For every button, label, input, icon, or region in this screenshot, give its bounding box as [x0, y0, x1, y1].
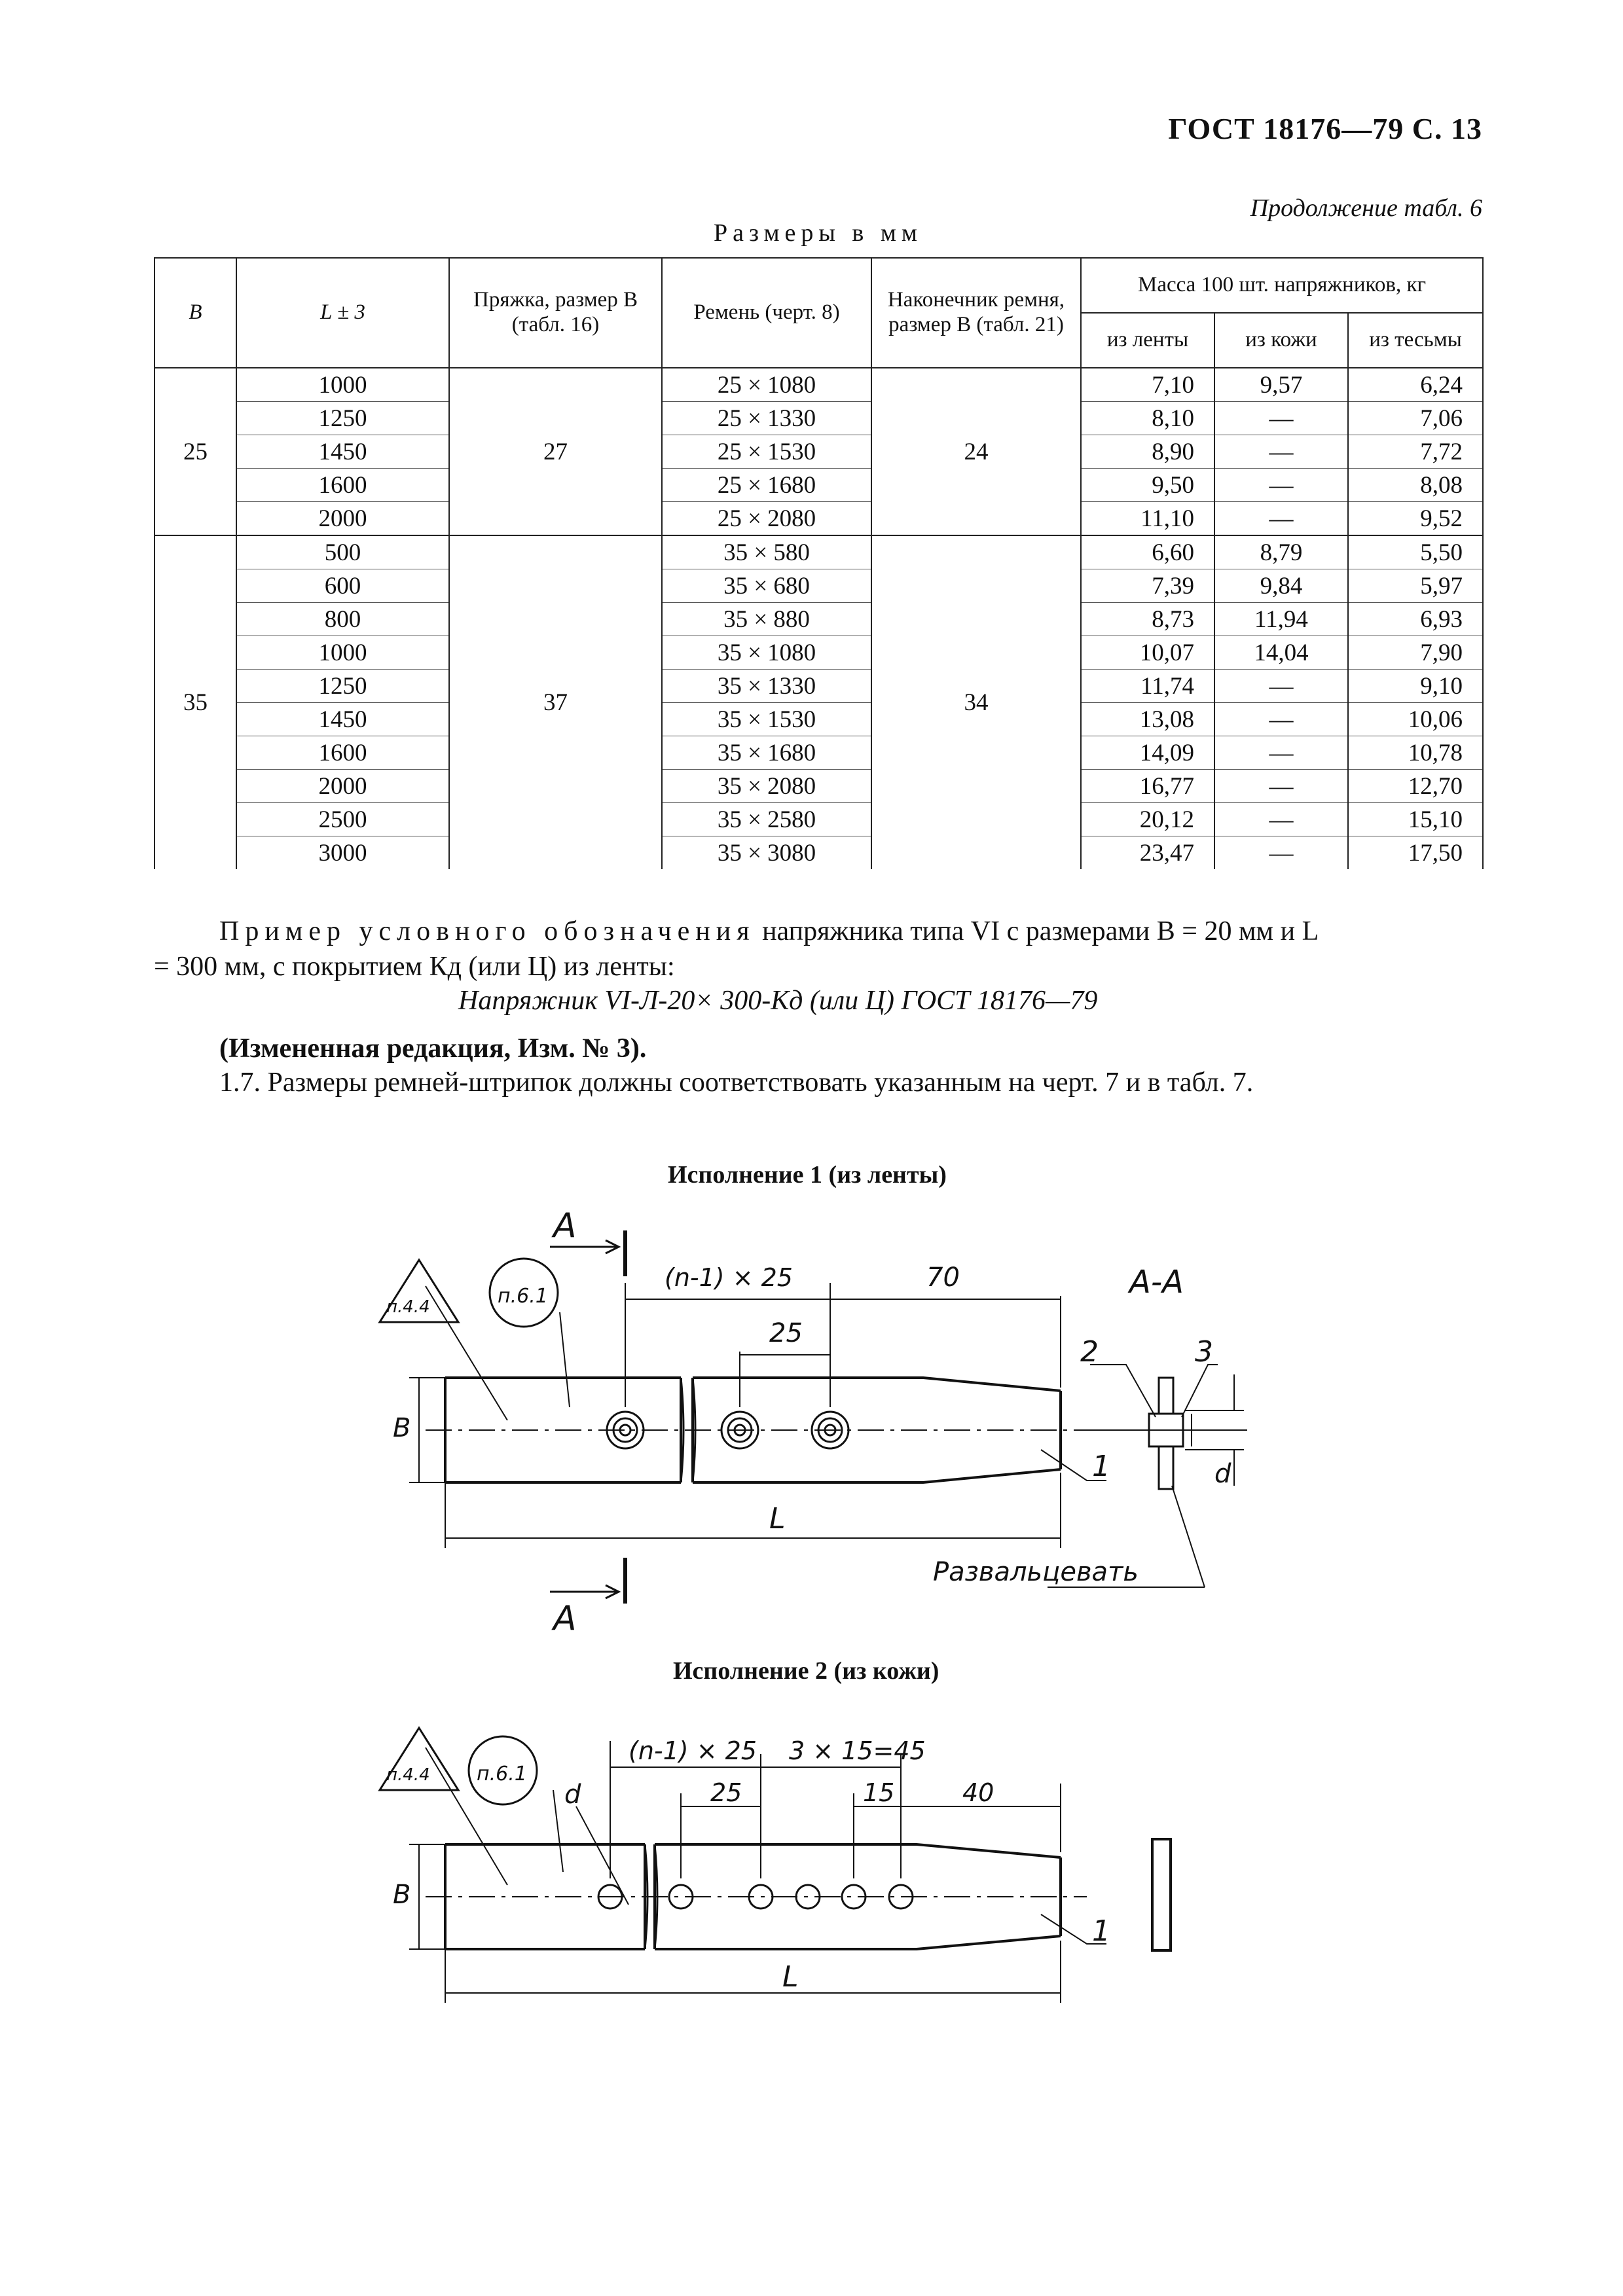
cell-leather: 9,57	[1214, 368, 1348, 402]
cell-strap: 35 × 2580	[662, 803, 871, 836]
cell-l: 2000	[236, 502, 449, 536]
cell-tape: 11,10	[1081, 502, 1214, 536]
cell-l: 500	[236, 535, 449, 569]
cell-webbing: 8,08	[1348, 469, 1483, 502]
clause-1-7: 1.7. Размеры ремней-штрипок должны соответствовать указанным на черт. 7 и в табл. 7.	[219, 1067, 1254, 1098]
col-header-webbing: из тесьмы	[1348, 313, 1483, 368]
fig2-dim-triple: 3 × 15=45	[789, 1736, 926, 1765]
table-row	[155, 770, 1483, 803]
dim-spacing: 25	[769, 1318, 803, 1348]
cell-webbing: 12,70	[1348, 770, 1483, 803]
cell-tape: 20,12	[1081, 803, 1214, 836]
cell-leather: 8,79	[1214, 535, 1348, 569]
cell-leather: 14,04	[1214, 636, 1348, 670]
cell-l: 600	[236, 569, 449, 603]
designation: Напряжник VI-Л-20× 300-Кд (или Ц) ГОСТ 18176—79	[458, 986, 1098, 1016]
table-row	[155, 435, 1483, 469]
cell-tape: 23,47	[1081, 836, 1214, 870]
figure1-title: Исполнение 1 (из ленты)	[668, 1161, 947, 1189]
cell-webbing: 7,06	[1348, 402, 1483, 435]
units-caption: Размеры в мм	[714, 219, 922, 247]
cell-l: 1250	[236, 670, 449, 703]
cell-webbing: 7,90	[1348, 636, 1483, 670]
cell-b: 35	[155, 535, 236, 869]
cell-tape: 10,07	[1081, 636, 1214, 670]
cell-webbing: 7,72	[1348, 435, 1483, 469]
dim-length: L	[769, 1502, 786, 1535]
cell-strap: 35 × 1680	[662, 736, 871, 770]
col-header-strap: Ремень (черт. 8)	[662, 258, 871, 368]
table-row	[155, 368, 1483, 402]
fig2-dim-width: B	[393, 1880, 411, 1910]
cell-tip: 24	[871, 368, 1081, 535]
fig2-note-triangle-label: п.4.4	[386, 1765, 430, 1785]
cell-strap: 35 × 1080	[662, 636, 871, 670]
cell-leather: —	[1214, 670, 1348, 703]
cell-leather: —	[1214, 502, 1348, 536]
cell-leather: —	[1214, 736, 1348, 770]
table-row	[155, 636, 1483, 670]
cell-leather: —	[1214, 703, 1348, 736]
cell-leather: —	[1214, 402, 1348, 435]
col-header-mass: Масса 100 шт. напряжников, кг	[1081, 258, 1483, 313]
page-header: ГОСТ 18176—79 С. 13	[1168, 112, 1482, 145]
cell-strap: 25 × 1530	[662, 435, 871, 469]
col-header-l: L ± 3	[236, 258, 449, 368]
figure2-title: Исполнение 2 (из кожи)	[673, 1657, 939, 1685]
cell-webbing: 9,10	[1348, 670, 1483, 703]
cell-tape: 7,39	[1081, 569, 1214, 603]
cell-tape: 8,10	[1081, 402, 1214, 435]
cell-webbing: 5,97	[1348, 569, 1483, 603]
section-label-aa: A-A	[1129, 1264, 1184, 1300]
cell-l: 1600	[236, 469, 449, 502]
table-row	[155, 569, 1483, 603]
cell-tape: 16,77	[1081, 770, 1214, 803]
cell-webbing: 5,50	[1348, 535, 1483, 569]
cell-leather: —	[1214, 770, 1348, 803]
cell-l: 1450	[236, 703, 449, 736]
cell-l: 1250	[236, 402, 449, 435]
cell-tape: 13,08	[1081, 703, 1214, 736]
cell-tip: 34	[871, 535, 1081, 869]
callout-3: 3	[1195, 1335, 1213, 1369]
callout-2: 2	[1080, 1335, 1099, 1369]
dim-tip-len: 70	[926, 1263, 960, 1293]
cell-strap: 35 × 580	[662, 535, 871, 569]
dim-width: B	[393, 1413, 411, 1443]
cell-tape: 8,90	[1081, 435, 1214, 469]
cell-l: 800	[236, 603, 449, 636]
table-row	[155, 535, 1483, 569]
cell-webbing: 6,24	[1348, 368, 1483, 402]
fig2-note-circle-label: п.6.1	[477, 1763, 527, 1785]
cell-strap: 25 × 2080	[662, 502, 871, 536]
section-label-a: A	[553, 1206, 577, 1246]
table-row	[155, 803, 1483, 836]
instruction-label: Развальцевать	[933, 1557, 1139, 1587]
figure1-drawing	[367, 1198, 1270, 1636]
cell-leather: —	[1214, 836, 1348, 870]
cell-tape: 7,10	[1081, 368, 1214, 402]
table-caption: Продолжение табл. 6	[1250, 194, 1482, 222]
cell-buckle: 37	[449, 535, 662, 869]
fig2-dim-spacing: 25	[710, 1778, 742, 1807]
table-row	[155, 469, 1483, 502]
cell-b: 25	[155, 368, 236, 535]
cell-webbing: 6,93	[1348, 603, 1483, 636]
example-text-1: напряжника типа VI с размерами B = 20 мм и L	[762, 916, 1319, 946]
cell-l: 1000	[236, 636, 449, 670]
dim-pitch: (n-1) × 25	[665, 1263, 793, 1292]
cell-webbing: 10,06	[1348, 703, 1483, 736]
table-row	[155, 670, 1483, 703]
table-row	[155, 502, 1483, 536]
cell-webbing: 9,52	[1348, 502, 1483, 536]
cell-l: 2000	[236, 770, 449, 803]
cell-leather: 11,94	[1214, 603, 1348, 636]
cell-buckle: 27	[449, 368, 662, 535]
cell-tape: 11,74	[1081, 670, 1214, 703]
callout-1: 1	[1092, 1450, 1110, 1483]
fig2-dim-pitch: (n-1) × 25	[629, 1736, 757, 1765]
cell-tape: 14,09	[1081, 736, 1214, 770]
figure2-drawing	[367, 1708, 1218, 1994]
fig2-dim-15: 15	[863, 1778, 895, 1807]
fig2-dim-length: L	[782, 1960, 799, 1994]
col-header-b: B	[155, 258, 236, 368]
cell-tape: 9,50	[1081, 469, 1214, 502]
cell-leather: —	[1214, 435, 1348, 469]
table-row	[155, 836, 1483, 870]
cell-l: 2500	[236, 803, 449, 836]
cell-strap: 35 × 1330	[662, 670, 871, 703]
cell-strap: 35 × 1530	[662, 703, 871, 736]
cell-strap: 25 × 1330	[662, 402, 871, 435]
cell-l: 1450	[236, 435, 449, 469]
cell-leather: —	[1214, 469, 1348, 502]
section-label-a-bottom: A	[553, 1599, 577, 1638]
amendment-note: (Измененная редакция, Изм. № 3).	[219, 1033, 647, 1064]
cell-webbing: 17,50	[1348, 836, 1483, 870]
cell-tape: 8,73	[1081, 603, 1214, 636]
cell-strap: 35 × 880	[662, 603, 871, 636]
col-header-leather: из кожи	[1214, 313, 1348, 368]
note-triangle-label: п.4.4	[386, 1297, 430, 1317]
cell-l: 1000	[236, 368, 449, 402]
table-row	[155, 603, 1483, 636]
example-paragraph	[154, 914, 1482, 984]
cell-strap: 25 × 1680	[662, 469, 871, 502]
cell-webbing: 15,10	[1348, 803, 1483, 836]
table-row	[155, 402, 1483, 435]
example-label: Пример условного обозначения	[219, 916, 756, 946]
fig2-callout-1: 1	[1092, 1914, 1110, 1948]
cell-strap: 35 × 2080	[662, 770, 871, 803]
cell-strap: 35 × 680	[662, 569, 871, 603]
note-circle-label: п.6.1	[498, 1285, 548, 1308]
cell-webbing: 10,78	[1348, 736, 1483, 770]
col-header-buckle: Пряжка, размер B (табл. 16)	[449, 258, 662, 368]
col-header-tip: Наконечник ремня, размер B (табл. 21)	[871, 258, 1081, 368]
cell-strap: 25 × 1080	[662, 368, 871, 402]
table-row	[155, 736, 1483, 770]
fig2-dim-diameter: d	[564, 1780, 581, 1810]
dimensions-table	[154, 257, 1484, 869]
cell-l: 1600	[236, 736, 449, 770]
cell-tape: 6,60	[1081, 535, 1214, 569]
cell-l: 3000	[236, 836, 449, 870]
cell-leather: —	[1214, 803, 1348, 836]
col-header-tape: из ленты	[1081, 313, 1214, 368]
fig2-dim-tip-len: 40	[962, 1778, 994, 1807]
cell-strap: 35 × 3080	[662, 836, 871, 870]
cell-leather: 9,84	[1214, 569, 1348, 603]
table-row	[155, 703, 1483, 736]
example-text-2: = 300 мм, с покрытием Кд (или Ц) из ленты:	[154, 952, 675, 982]
dim-diameter: d	[1214, 1459, 1231, 1489]
